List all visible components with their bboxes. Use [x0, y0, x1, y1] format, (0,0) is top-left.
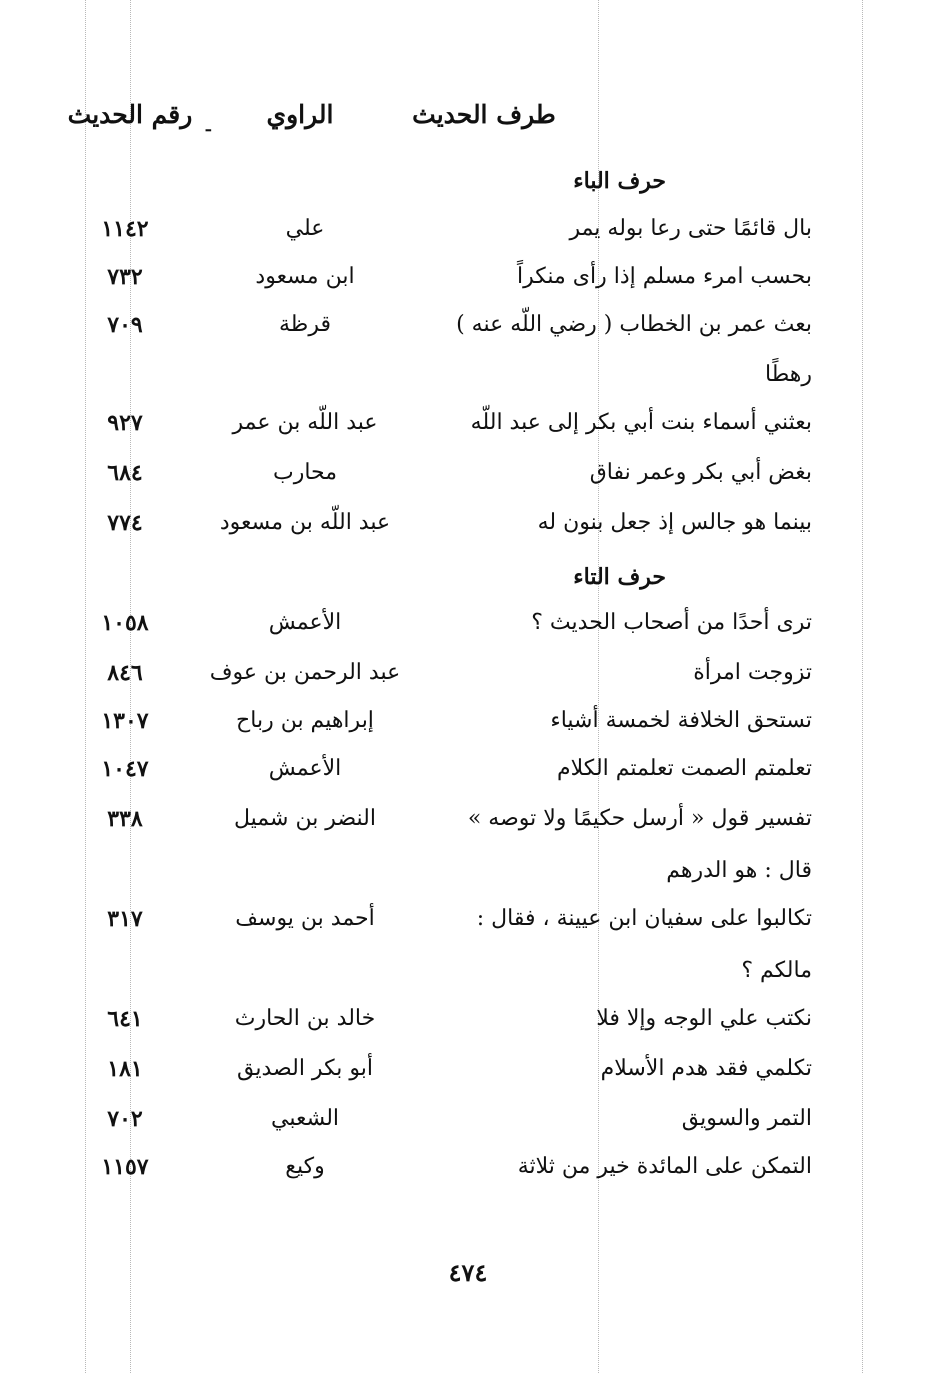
narrator: وكيع	[285, 1154, 325, 1179]
hadith-text-continuation-text: قال : هو الدرهم	[666, 858, 812, 883]
section-heading-text: حرف التاء	[573, 564, 666, 590]
narrator: الأعمش	[268, 756, 342, 781]
narrator: الشعبي	[270, 1106, 340, 1131]
table-row	[0, 806, 936, 846]
table-row	[0, 460, 936, 500]
page-number: ٤٧٤	[448, 1258, 488, 1287]
header-hadith-text: طرف الحديث	[412, 100, 556, 129]
hadith-number: ٧٧٤	[107, 510, 143, 536]
hadith-text: بال قائمًا حتى رعا بوله يمر	[569, 216, 812, 241]
hadith-number: ٦٤١	[107, 1006, 143, 1032]
narrator: عبد اللّه بن مسعود	[219, 510, 391, 535]
narrator: محارب	[272, 460, 338, 485]
hadith-text: نكتب علي الوجه وإلا فلا	[596, 1006, 812, 1031]
hadith-number: ٦٨٤	[107, 460, 143, 486]
hadith-text: التمر والسويق	[681, 1106, 812, 1131]
hadith-text-continuation-text: مالكم ؟	[741, 958, 812, 983]
hadith-number: ٣٣٨	[107, 806, 143, 832]
table-row	[0, 756, 936, 796]
hadith-number: ١٨١	[107, 1056, 143, 1082]
hadith-number: ٣١٧	[107, 906, 143, 932]
hadith-text: تكالبوا على سفيان ابن عيينة ، فقال :	[476, 906, 812, 931]
narrator: خالد بن الحارث	[234, 1006, 376, 1031]
narrator: علي	[285, 216, 325, 241]
hadith-number: ١١٤٢	[101, 216, 149, 242]
header-hadith-number: رقم الحديث	[67, 100, 193, 129]
hadith-text: بحسب امرء مسلم إذا رأى منكراً	[516, 264, 812, 289]
narrator: إبراهيم بن رباح	[236, 708, 374, 733]
table-row	[0, 1056, 936, 1096]
hadith-number: ٨٤٦	[107, 660, 143, 686]
header-separator-mark: ـ	[206, 116, 211, 135]
narrator: ابن مسعود	[255, 264, 355, 289]
narrator: قرظة	[279, 312, 331, 337]
hadith-text: بغض أبي بكر وعمر نفاق	[589, 460, 812, 485]
table-row	[0, 660, 936, 700]
hadith-text: تكلمي فقد هدم الأسلام	[600, 1056, 812, 1081]
table-row	[0, 906, 936, 946]
hadith-text: تزوجت امرأة	[693, 660, 812, 685]
hadith-text: بعثني أسماء بنت أبي بكر إلى عبد اللّه	[470, 410, 812, 435]
table-row	[0, 410, 936, 450]
hadith-number: ١٠٤٧	[101, 756, 149, 782]
hadith-text: ترى أحدًا من أصحاب الحديث ؟	[531, 610, 812, 635]
hadith-text: بينما هو جالس إذ جعل بنون له	[537, 510, 812, 535]
table-row	[0, 216, 936, 256]
hadith-number: ١١٥٧	[101, 1154, 149, 1180]
hadith-number: ٩٢٧	[107, 410, 143, 436]
header-narrator: الراوي	[266, 100, 334, 129]
hadith-text-continuation-text: رهطًا	[765, 362, 812, 387]
hadith-text: تستحق الخلافة لخمسة أشياء	[550, 708, 812, 733]
hadith-text: التمكن على المائدة خير من ثلاثة	[517, 1154, 812, 1179]
table-row	[0, 510, 936, 550]
table-header	[0, 100, 936, 144]
hadith-text: تفسير قول « أرسل حكيمًا ولا توصه »	[467, 806, 812, 831]
narrator: أحمد بن يوسف	[235, 906, 375, 931]
hadith-number: ٧٠٩	[107, 312, 143, 338]
table-row	[0, 264, 936, 304]
narrator: النضر بن شميل	[234, 806, 376, 831]
hadith-number: ٧٠٢	[107, 1106, 143, 1132]
table-row	[0, 312, 936, 352]
hadith-text: بعث عمر بن الخطاب ( رضي اللّه عنه )	[456, 312, 812, 337]
hadith-number: ١٣٠٧	[101, 708, 149, 734]
narrator: الأعمش	[268, 610, 342, 635]
narrator: عبد الرحمن بن عوف	[209, 660, 401, 685]
table-row	[0, 1006, 936, 1046]
section-heading-text: حرف الباء	[573, 168, 666, 194]
narrator: أبو بكر الصديق	[237, 1056, 373, 1081]
table-row	[0, 1154, 936, 1194]
table-row	[0, 708, 936, 748]
table-row	[0, 610, 936, 650]
table-row	[0, 1106, 936, 1146]
hadith-text: تعلمتم الصمت تعلمتم الكلام	[557, 756, 812, 781]
narrator: عبد اللّه بن عمر	[232, 410, 378, 435]
hadith-number: ١٠٥٨	[101, 610, 149, 636]
hadith-number: ٧٣٢	[107, 264, 143, 290]
